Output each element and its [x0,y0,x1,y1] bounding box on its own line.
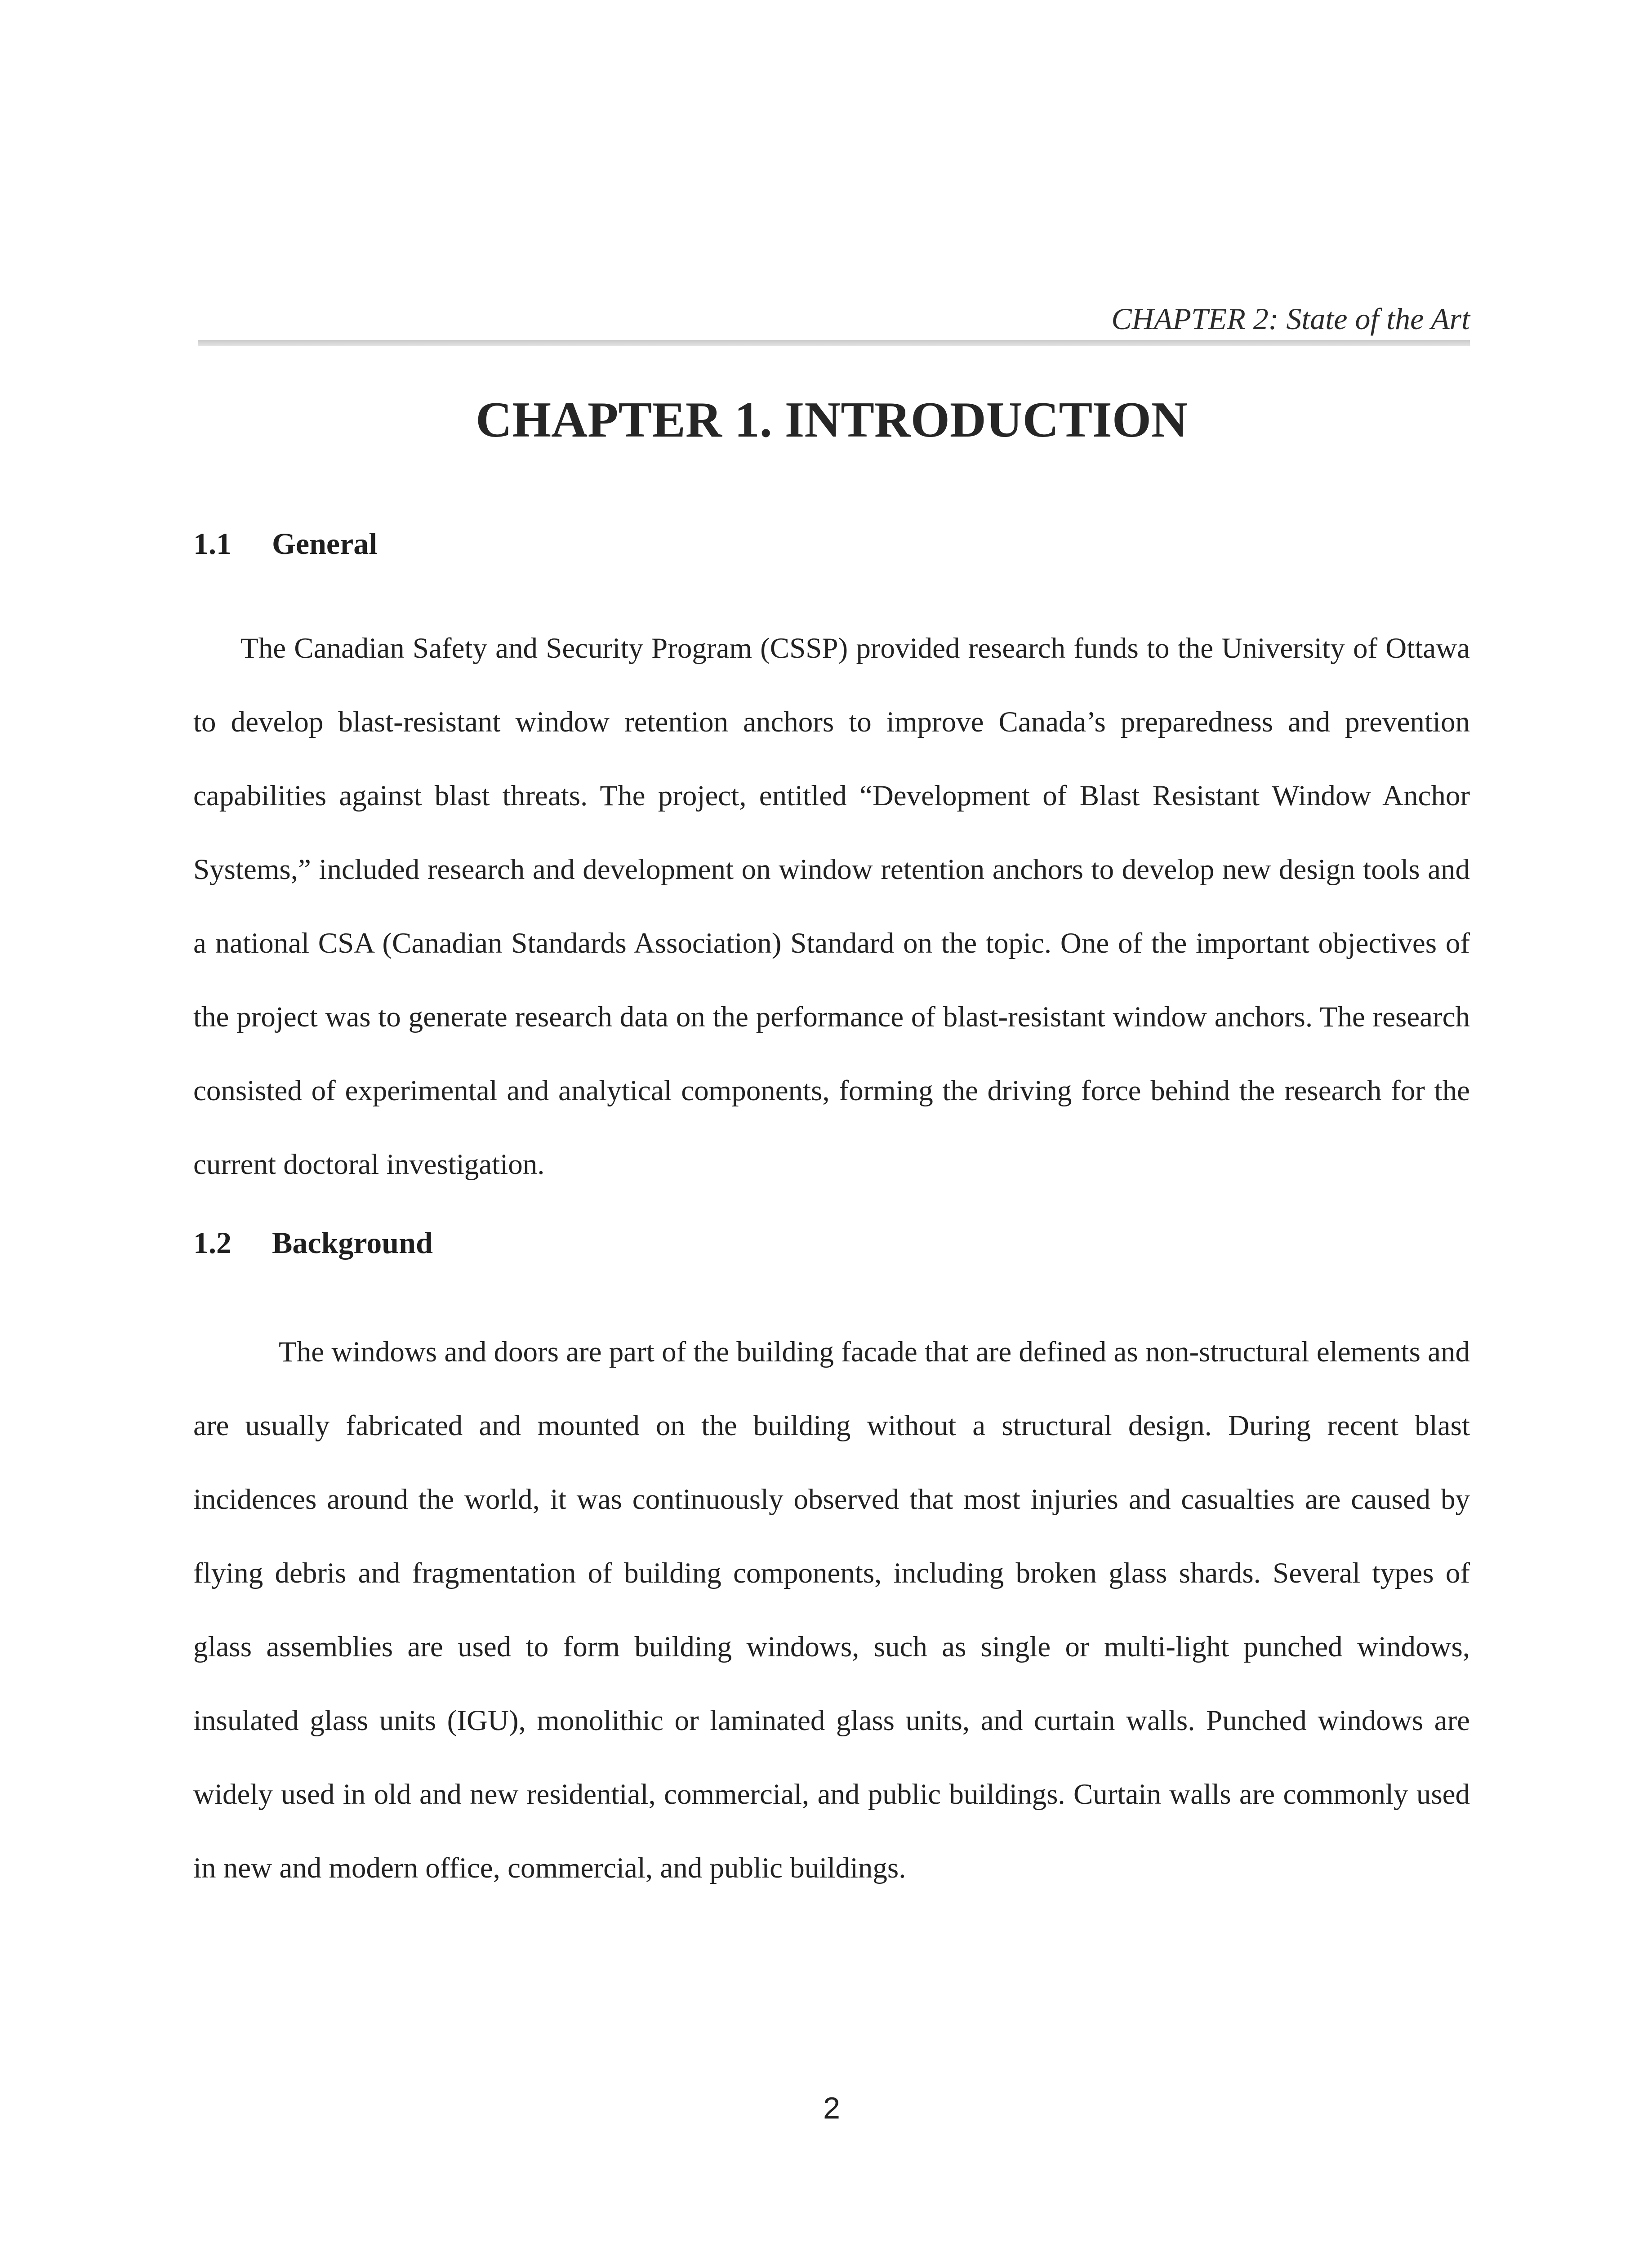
paragraph-background: The windows and doors are part of the building facade that are defined as non-structural elements and are usually fabricated and mounted on the building without a structural design. During recent blast incidences around the world, it was continuously observed that most injuries and casualties are caused by flying debris and fragmentation of building components, including broken glass shards. Several types of glass assemblies are used to form building windows, such as single or multi-light punched windows, insulated glass units (IGU), monolithic or laminated glass units, and curtain walls. Punched windows are widely used in old and new residential, commercial, and public buildings. Curtain walls are commonly used in new and modern office, commercial, and public buildings. [193,1336,1470,1884]
header-divider [198,340,1470,346]
section-number: 1.2 [193,1226,232,1260]
section-number: 1.1 [193,526,232,561]
section-title: General [272,526,378,561]
section-title: Background [272,1226,433,1260]
page-number: 2 [823,2091,840,2125]
section-heading-general [193,526,1470,562]
paragraph-general: The Canadian Safety and Security Program (CSSP) provided research funds to the University of Ottawa to develop blast-resistant window retention anchors to improve Canada’s preparedness and prevention capabilities against blast threats. The project, entitled “Development of Blast Resistant Window Anchor Systems,” included research and development on window retention anchors to develop new design tools and a national CSA (Canadian Standards Association) Standard on the topic. One of the important objectives of the project was to generate research data on the performance of blast-resistant window anchors. The research consisted of experimental and analytical components, forming the driving force behind the research for the current doctoral investigation. [193,632,1470,1181]
chapter-title: CHAPTER 1. INTRODUCTION [476,392,1188,448]
running-header: CHAPTER 2: State of the Art [1111,302,1470,336]
section-heading-background [193,1225,1470,1261]
